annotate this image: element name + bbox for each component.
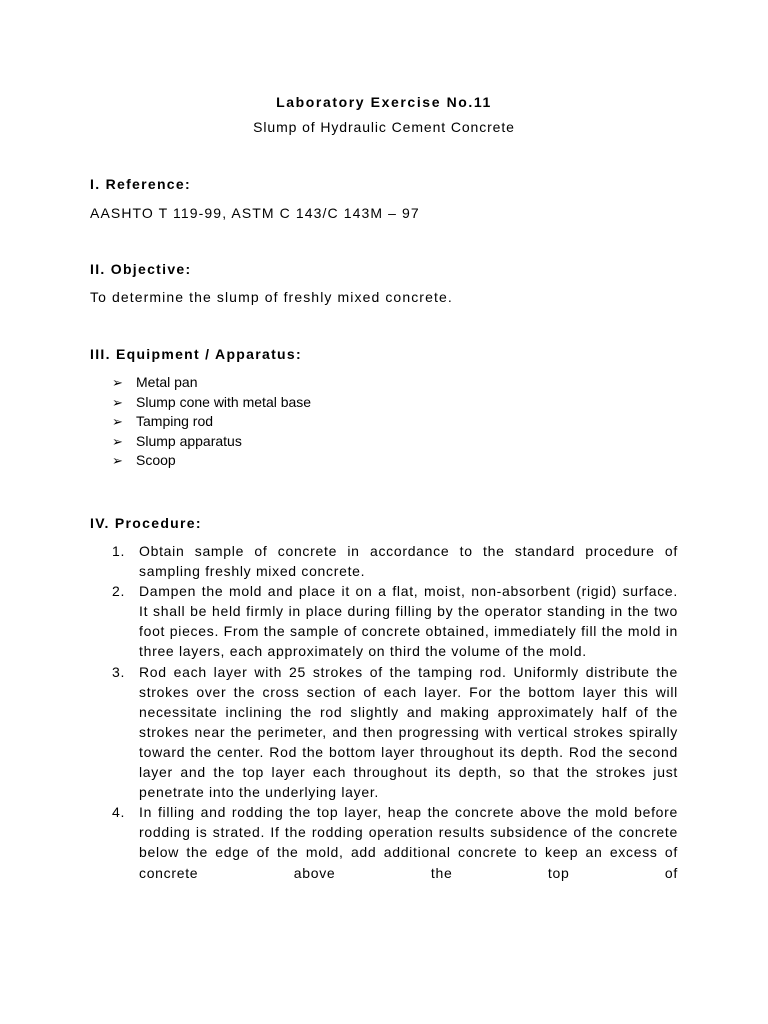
arrow-bullet-icon: ➢ — [112, 433, 123, 449]
equipment-item-label: Slump cone with metal base — [136, 393, 312, 410]
reference-heading: I. Reference: — [90, 176, 191, 192]
procedure-heading: IV. Procedure: — [90, 515, 202, 531]
equipment-list — [112, 373, 311, 471]
procedure-step — [112, 581, 678, 661]
step-text: Dampen the mold and place it on a flat, moist, non-absorbent (rigid) surface. It shall be held firmly in place during filling by the operator standing in the two foot pieces. From the sample of concrete obtained, immediately fill the mold in three layers, each approximately on third the volume of the mold. — [139, 583, 678, 660]
objective-heading: II. Objective: — [90, 261, 192, 277]
procedure-list — [112, 541, 678, 883]
procedure-step — [112, 662, 678, 803]
step-number: 1. — [112, 543, 126, 559]
equipment-item-label: Scoop — [136, 452, 176, 468]
equipment-heading: III. Equipment / Apparatus: — [90, 346, 302, 362]
arrow-bullet-icon: ➢ — [112, 414, 123, 429]
objective-text: To determine the slump of freshly mixed concrete. — [90, 289, 453, 305]
step-number: 3. — [112, 663, 126, 680]
reference-text: AASHTO T 119-99, ASTM C 143/C 143M – 97 — [90, 205, 420, 221]
step-text: Rod each layer with 25 strokes of the tamping rod. Uniformly distribute the strokes over the cross section of each layer. For the bottom layer this will necessitate inclining the rod slightly and making approximately half of the strokes near the perimeter, and then progressing with vertical strokes spirally toward the center. Rod the bottom layer throughout its depth. Rod the second layer and the top layer each throughout its depth, so that the strokes just penetrate into the underlying layer. — [139, 663, 678, 801]
document-subtitle: Slump of Hydraulic Cement Concrete — [253, 119, 515, 135]
list-item — [112, 393, 311, 413]
step-number: 4. — [112, 804, 126, 821]
step-text: In filling and rodding the top layer, heap the concrete above the mold before rodding is strated. If the rodding operation results subsidence of the concrete below the edge of the mold, add additional concrete to keep an excess of concrete above the top of — [139, 804, 678, 881]
list-item — [112, 432, 311, 452]
document-title: Laboratory Exercise No.11 — [276, 94, 492, 110]
arrow-bullet-icon: ➢ — [112, 394, 123, 410]
procedure-step — [112, 802, 678, 882]
equipment-item-label: Slump apparatus — [136, 432, 242, 449]
procedure-step — [112, 541, 678, 581]
arrow-bullet-icon: ➢ — [112, 453, 123, 468]
equipment-item-label: Metal pan — [136, 374, 198, 390]
list-item — [112, 451, 311, 471]
arrow-bullet-icon: ➢ — [112, 375, 123, 390]
step-text: Obtain sample of concrete in accordance to the standard procedure of sampling freshly mixed concrete. — [139, 543, 678, 580]
list-item — [112, 412, 311, 432]
step-number: 2. — [112, 583, 126, 600]
list-item — [112, 373, 311, 393]
equipment-item-label: Tamping rod — [136, 413, 214, 429]
